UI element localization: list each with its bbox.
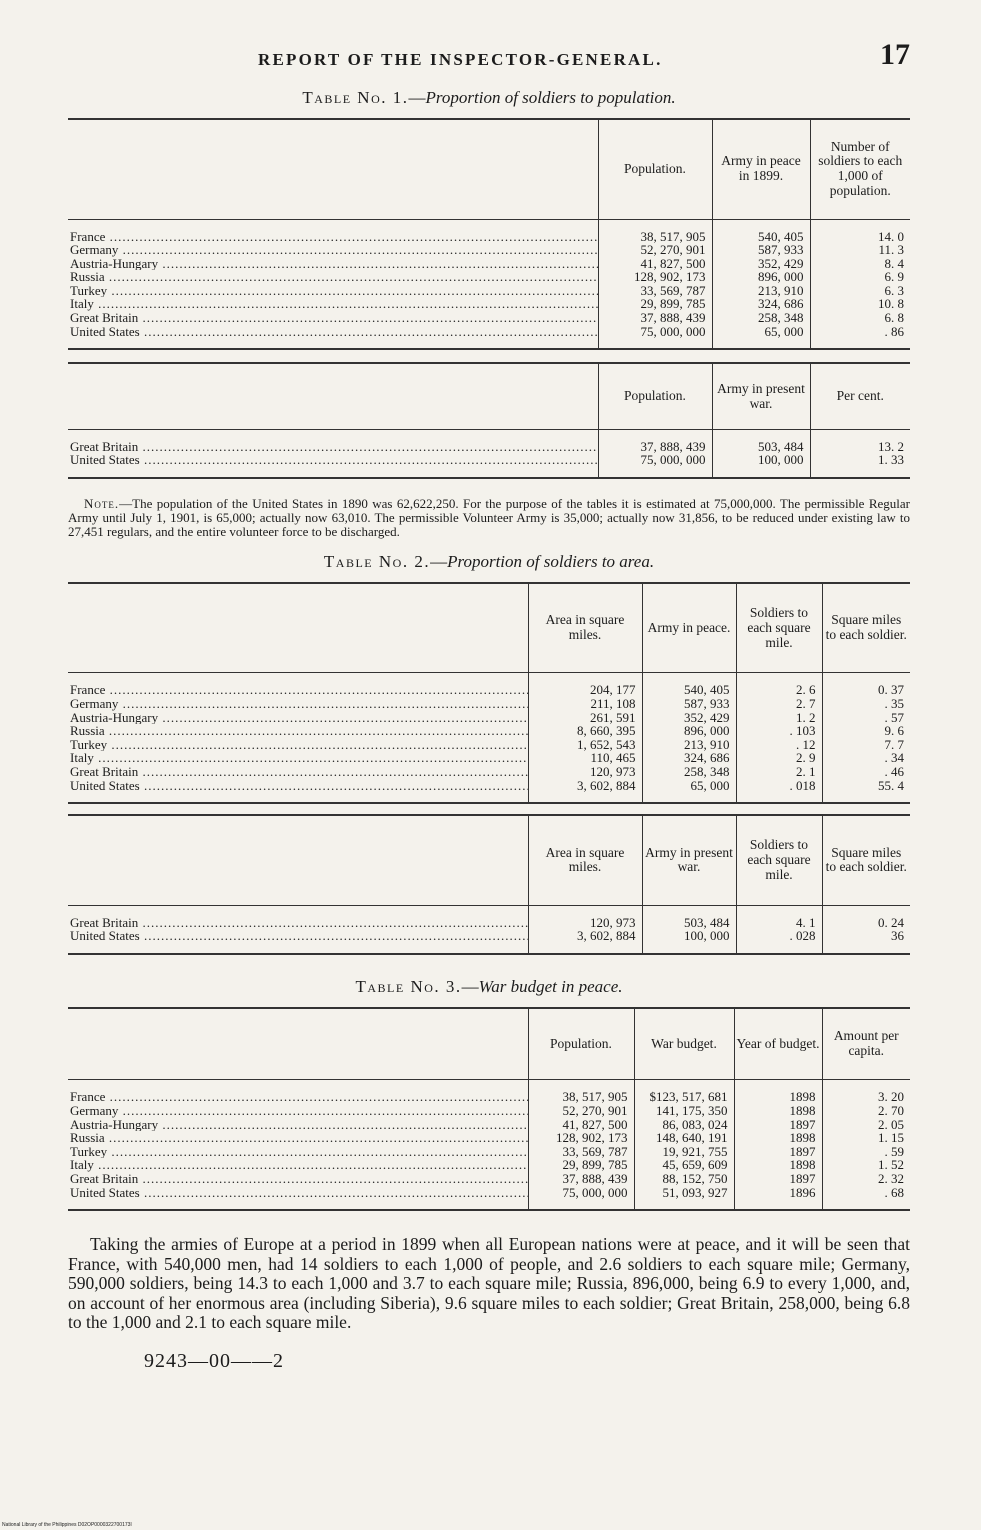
country-name: Russia ..... [70,724,528,738]
table-row [68,905,910,929]
value-cell: 352, 429 [642,711,736,725]
value-cell: 65, 000 [712,325,810,350]
value-cell: 2. 6 [736,673,822,697]
value-cell: 587, 933 [642,697,736,711]
value-cell: 1, 652, 543 [528,738,642,752]
value-cell: 352, 429 [712,257,810,271]
table-row [68,1104,910,1118]
value-cell: 1. 33 [810,453,910,478]
value-cell: 88, 152, 750 [634,1172,734,1186]
value-cell: 1. 2 [736,711,822,725]
value-cell: 503, 484 [712,429,810,453]
value-cell: . 86 [810,325,910,350]
value-cell: 2. 9 [736,751,822,765]
country-name: Germany ..... [70,1104,528,1118]
print-signature: 9243—00——2 [144,1350,284,1373]
value-cell: 33, 569, 787 [598,284,712,298]
value-cell: 0. 37 [822,673,910,697]
running-title: REPORT OF THE INSPECTOR-GENERAL. [258,50,663,69]
value-cell: 141, 175, 350 [634,1104,734,1118]
country-name: United States ..... [70,325,598,339]
value-cell: 1. 52 [822,1158,910,1172]
table-1-caption: Table No. 1.—Proportion of soldiers to population. [302,88,676,107]
value-cell: 9. 6 [822,724,910,738]
value-cell: . 12 [736,738,822,752]
column-header: Population. [598,119,712,219]
table-row [68,724,910,738]
country-cell [68,779,528,804]
value-cell: 540, 405 [712,219,810,243]
value-cell: $123, 517, 681 [634,1080,734,1104]
value-cell: 324, 686 [642,751,736,765]
table-row [68,1145,910,1159]
table-3-label: Table No. 3. [355,976,462,996]
value-cell: 1. 15 [822,1131,910,1145]
table-1-title: Proportion of soldiers to population. [425,88,676,107]
country-name: Italy ..... [70,1158,528,1172]
table-row [68,751,910,765]
table-header-blank [68,1008,528,1080]
column-header: Year of budget. [734,1008,822,1080]
country-name: United States ..... [70,1186,528,1200]
body-paragraph: Taking the armies of Europe at a period in 1899 when all European nations were at peace, and it will be seen that France, with 540,000 men, had 14 soldiers to each 1,000 of people, and 2.6 soldiers to each square mile; Germany, 590,000 soldiers, being 14.3 to each 1,000 and 3.7 to each square mile; Russia, 896,000, being 6.9 to every 1,000, and, on account of her enormous area (including Siberia), 9.6 square miles to each soldier; Great Britain, 258,000, being 6.8 to the 1,000 and 2.1 to each square mile. [68,1234,910,1333]
value-cell: 86, 083, 024 [634,1118,734,1132]
column-header: Square miles to each soldier. [822,815,910,905]
value-cell: 324, 686 [712,297,810,311]
column-header: Army in peace. [642,583,736,673]
value-cell: 19, 921, 755 [634,1145,734,1159]
table-3 [68,1007,910,1211]
value-cell: 258, 348 [642,765,736,779]
value-cell: 3. 20 [822,1080,910,1104]
value-cell: 4. 1 [736,905,822,929]
column-header: Army in present war. [642,815,736,905]
value-cell: 211, 108 [528,697,642,711]
value-cell: 38, 517, 905 [528,1080,634,1104]
value-cell: 37, 888, 439 [598,311,712,325]
country-cell [68,219,598,243]
value-cell: 100, 000 [642,929,736,954]
table-row [68,270,910,284]
value-cell: 7. 7 [822,738,910,752]
table-1b [68,362,910,479]
country-name: Turkey ..... [70,738,528,752]
table-row [68,929,910,954]
value-cell: . 028 [736,929,822,954]
value-cell: 41, 827, 500 [598,257,712,271]
value-cell: 1898 [734,1131,822,1145]
table-row [68,1118,910,1132]
country-cell [68,1186,528,1211]
value-cell: 120, 973 [528,765,642,779]
note-text: —The population of the United States in 1890 was 62,622,250. For the purpose of the tables it is estimated at 75,000,000. The permissible Regular Army until July 1, 1901, is 65,000; actually now 63,010. The permissible Volunteer Army is 35,000; actually now 31,856, to be reduced under existing law to 27,451 regulars, and the entire volunteer force to be discharged. [68,495,910,539]
value-cell: . 103 [736,724,822,738]
country-cell [68,257,598,271]
country-name: Austria-Hungary ..... [70,1118,528,1132]
value-cell: 8. 4 [810,257,910,271]
value-cell: 75, 000, 000 [598,453,712,478]
value-cell: 14. 0 [810,219,910,243]
country-name: Turkey ..... [70,284,598,298]
value-cell: 2. 05 [822,1118,910,1132]
table-row [68,243,910,257]
table-row [68,738,910,752]
column-header: Army in present war. [712,363,810,429]
scan-credit: National Library of the Philippines D02OP0000322700173I [2,1522,132,1528]
value-cell: 2. 1 [736,765,822,779]
country-cell [68,929,528,954]
table-header-blank [68,119,598,219]
table-2-caption: Table No. 2.—Proportion of soldiers to area. [323,551,655,571]
value-cell: 128, 902, 173 [528,1131,634,1145]
country-name: France ..... [70,1090,528,1104]
table-row [68,297,910,311]
country-name: Germany ..... [70,243,598,257]
value-cell: 261, 591 [528,711,642,725]
country-name: France ..... [70,230,598,244]
value-cell: 29, 899, 785 [598,297,712,311]
value-cell: 41, 827, 500 [528,1118,634,1132]
value-cell: 110, 465 [528,751,642,765]
running-head [68,36,910,76]
table-row [68,1131,910,1145]
value-cell: 258, 348 [712,311,810,325]
country-name: Great Britain ..... [70,311,598,325]
value-cell: 6. 8 [810,311,910,325]
value-cell: 2. 32 [822,1172,910,1186]
country-name: Germany ..... [70,697,528,711]
country-cell [68,297,598,311]
page-number: 17 [880,38,910,71]
value-cell: 37, 888, 439 [528,1172,634,1186]
value-cell: . 35 [822,697,910,711]
value-cell: 503, 484 [642,905,736,929]
value-cell: 213, 910 [712,284,810,298]
column-header: Amount per capita. [822,1008,910,1080]
country-name: United States ..... [70,453,598,467]
country-cell [68,311,598,325]
country-cell [68,429,598,453]
country-cell [68,765,528,779]
table-row [68,1080,910,1104]
value-cell: 52, 270, 901 [598,243,712,257]
country-cell [68,1080,528,1104]
value-cell: 896, 000 [712,270,810,284]
value-cell: 3, 602, 884 [528,779,642,804]
table-3-title: War budget in peace. [478,976,623,996]
value-cell: 1897 [734,1145,822,1159]
value-cell: . 34 [822,751,910,765]
country-cell [68,1145,528,1159]
table-row [68,673,910,697]
table-2-title: Proportion of soldiers to area. [447,551,655,571]
value-cell: 11. 3 [810,243,910,257]
country-cell [68,453,598,478]
value-cell: 2. 70 [822,1104,910,1118]
value-cell: 29, 899, 785 [528,1158,634,1172]
column-header: Army in peace in 1899. [712,119,810,219]
country-name: Russia ..... [70,270,598,284]
value-cell: 540, 405 [642,673,736,697]
note-label: Note. [84,495,120,511]
column-header: Number of soldiers to each 1,000 of population. [810,119,910,219]
value-cell: 10. 8 [810,297,910,311]
table-2b [68,814,910,955]
value-cell: 1897 [734,1172,822,1186]
table-3-caption: Table No. 3.—War budget in peace. [355,976,623,996]
value-cell: 3, 602, 884 [528,929,642,954]
table-row [68,257,910,271]
value-cell: . 57 [822,711,910,725]
table-row [68,1158,910,1172]
value-cell: . 59 [822,1145,910,1159]
country-name: United States ..... [70,929,528,943]
value-cell: 204, 177 [528,673,642,697]
column-header: Area in square miles. [528,583,642,673]
country-name: Austria-Hungary ..... [70,257,598,271]
table-row [68,325,910,350]
page [68,36,910,1373]
value-cell: 2. 7 [736,697,822,711]
country-name: Great Britain ..... [70,1172,528,1186]
table-note [68,497,910,539]
country-cell [68,724,528,738]
country-cell [68,711,528,725]
column-header: Per cent. [810,363,910,429]
column-header: War budget. [634,1008,734,1080]
value-cell: 1897 [734,1118,822,1132]
value-cell: 51, 093, 927 [634,1186,734,1211]
value-cell: 0. 24 [822,905,910,929]
country-name: France ..... [70,683,528,697]
column-header: Square miles to each soldier. [822,583,910,673]
value-cell: . 46 [822,765,910,779]
country-name: Great Britain ..... [70,916,528,930]
value-cell: 100, 000 [712,453,810,478]
table-row [68,219,910,243]
country-name: Great Britain ..... [70,765,528,779]
value-cell: 6. 3 [810,284,910,298]
column-header: Population. [598,363,712,429]
country-cell [68,738,528,752]
value-cell: 65, 000 [642,779,736,804]
country-cell [68,270,598,284]
value-cell: 1898 [734,1080,822,1104]
country-name: Russia ..... [70,1131,528,1145]
table-row [68,711,910,725]
table-header-blank [68,363,598,429]
column-header: Soldiers to each square mile. [736,583,822,673]
table-row [68,697,910,711]
table-row [68,311,910,325]
table-header-blank [68,583,528,673]
value-cell: 213, 910 [642,738,736,752]
country-cell [68,1158,528,1172]
value-cell: 8, 660, 395 [528,724,642,738]
table-row [68,1186,910,1211]
country-cell [68,673,528,697]
country-name: Italy ..... [70,297,598,311]
value-cell: 587, 933 [712,243,810,257]
column-header: Population. [528,1008,634,1080]
country-cell [68,1104,528,1118]
table-row [68,284,910,298]
country-name: Turkey ..... [70,1145,528,1159]
value-cell: 120, 973 [528,905,642,929]
value-cell: 128, 902, 173 [598,270,712,284]
value-cell: 148, 640, 191 [634,1131,734,1145]
table-2a [68,582,910,804]
table-row [68,765,910,779]
value-cell: 1898 [734,1104,822,1118]
value-cell: 45, 659, 609 [634,1158,734,1172]
value-cell: . 68 [822,1186,910,1211]
column-header: Area in square miles. [528,815,642,905]
value-cell: 38, 517, 905 [598,219,712,243]
value-cell: . 018 [736,779,822,804]
value-cell: 37, 888, 439 [598,429,712,453]
column-header: Soldiers to each square mile. [736,815,822,905]
country-cell [68,697,528,711]
country-cell [68,1172,528,1186]
country-name: Great Britain ..... [70,440,598,454]
value-cell: 1896 [734,1186,822,1211]
table-1-label: Table No. 1. [302,88,409,107]
country-cell [68,751,528,765]
table-row [68,779,910,804]
country-name: Austria-Hungary ..... [70,711,528,725]
value-cell: 55. 4 [822,779,910,804]
country-cell [68,1118,528,1132]
country-name: United States ..... [70,779,528,793]
table-row [68,429,910,453]
value-cell: 36 [822,929,910,954]
value-cell: 33, 569, 787 [528,1145,634,1159]
value-cell: 52, 270, 901 [528,1104,634,1118]
country-cell [68,243,598,257]
country-cell [68,1131,528,1145]
country-cell [68,284,598,298]
value-cell: 896, 000 [642,724,736,738]
value-cell: 75, 000, 000 [528,1186,634,1211]
value-cell: 6. 9 [810,270,910,284]
value-cell: 13. 2 [810,429,910,453]
country-name: Italy ..... [70,751,528,765]
table-2-label: Table No. 2. [323,551,431,571]
table-row [68,1172,910,1186]
table-row [68,453,910,478]
table-1a [68,118,910,350]
value-cell: 1898 [734,1158,822,1172]
country-cell [68,325,598,350]
country-cell [68,905,528,929]
value-cell: 75, 000, 000 [598,325,712,350]
table-header-blank [68,815,528,905]
